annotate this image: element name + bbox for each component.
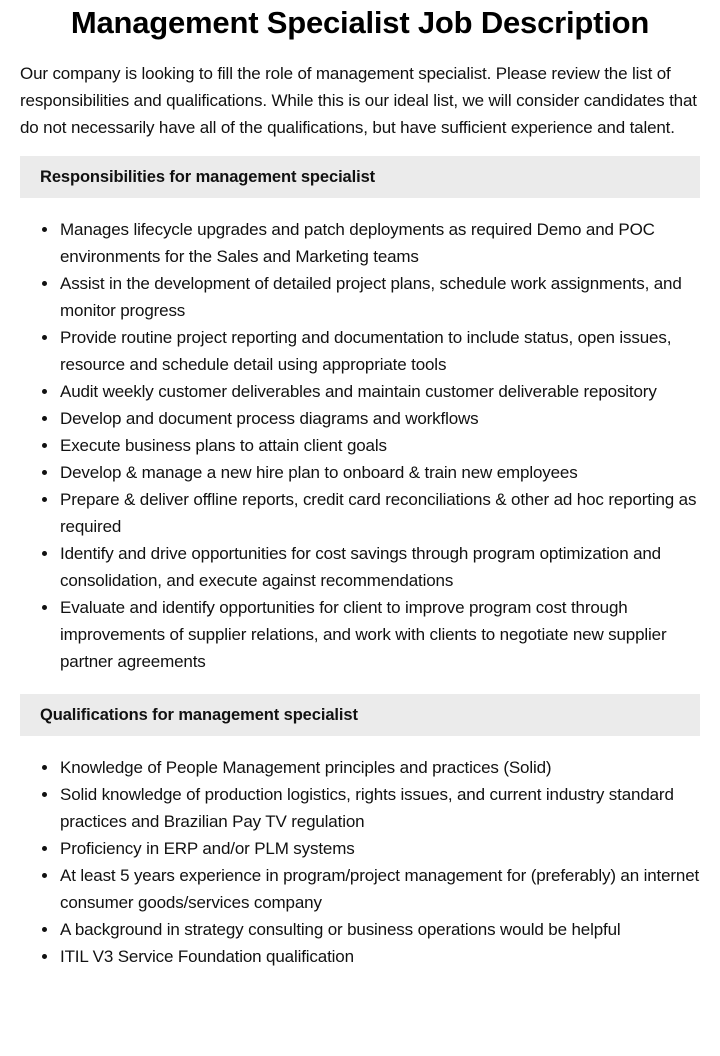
list-item [20,324,700,378]
bullet-icon [42,443,47,448]
bullet-icon [42,551,47,556]
bullet-icon [42,281,47,286]
list-item-text: Assist in the development of detailed project plans, schedule work assignments, and monitor progress [60,274,682,320]
list-item-text: ITIL V3 Service Foundation qualification [60,947,354,966]
list-item-text: Identify and drive opportunities for cost savings through program optimization and consolidation, and execute against recommendations [60,544,661,590]
list-item [20,216,700,270]
qualifications-section [20,694,700,970]
page-title: Management Specialist Job Description [70,5,650,40]
bullet-icon [42,927,47,932]
responsibilities-list [20,216,700,675]
list-item [20,754,700,781]
qualifications-heading: Qualifications for management specialist [20,694,700,736]
list-item-text: Provide routine project reporting and documentation to include status, open issues, resource and schedule detail using appropriate tools [60,328,672,374]
list-item [20,486,700,540]
list-item [20,405,700,432]
list-item-text: Solid knowledge of production logistics, rights issues, and current industry standard practices and Brazilian Pay TV regulation [60,785,674,831]
list-item-text: Manages lifecycle upgrades and patch deployments as required Demo and POC environments for the Sales and Marketing teams [60,220,655,266]
bullet-icon [42,792,47,797]
intro-paragraph: Our company is looking to fill the role of management specialist. Please review the list of responsibilities and qualifications. While this is our ideal list, we will consider candidates that do not necessarily have all of the qualifications, but have sufficient experience and talent. [20,64,697,137]
list-item-text: Evaluate and identify opportunities for client to improve program cost through improvements of supplier relations, and work with clients to negotiate new supplier partner agreements [60,598,667,671]
responsibilities-heading: Responsibilities for management specialist [20,156,700,198]
bullet-icon [42,335,47,340]
bullet-icon [42,846,47,851]
list-item [20,943,700,970]
bullet-icon [42,605,47,610]
bullet-icon [42,416,47,421]
list-item [20,862,700,916]
list-item-text: At least 5 years experience in program/project management for (preferably) an internet consumer goods/services company [60,866,700,912]
bullet-icon [42,873,47,878]
list-item [20,540,700,594]
bullet-icon [42,954,47,959]
list-item [20,781,700,835]
list-item [20,594,700,675]
list-item-text: Audit weekly customer deliverables and maintain customer deliverable repository [60,382,657,401]
bullet-icon [42,765,47,770]
list-item [20,916,700,943]
bullet-icon [42,389,47,394]
list-item [20,270,700,324]
list-item-text: Execute business plans to attain client goals [60,436,387,455]
list-item [20,378,700,405]
list-item-text: Develop and document process diagrams and workflows [60,409,479,428]
bullet-icon [42,227,47,232]
list-item [20,432,700,459]
bullet-icon [42,470,47,475]
qualifications-list [20,754,700,970]
list-item-text: Prepare & deliver offline reports, credit card reconciliations & other ad hoc reporting as required [60,490,697,536]
list-item [20,459,700,486]
list-item-text: Proficiency in ERP and/or PLM systems [60,839,355,858]
list-item [20,835,700,862]
list-item-text: Develop & manage a new hire plan to onboard & train new employees [60,463,578,482]
bullet-icon [42,497,47,502]
list-item-text: Knowledge of People Management principles and practices (Solid) [60,758,552,777]
responsibilities-section [20,156,700,675]
list-item-text: A background in strategy consulting or business operations would be helpful [60,920,621,939]
